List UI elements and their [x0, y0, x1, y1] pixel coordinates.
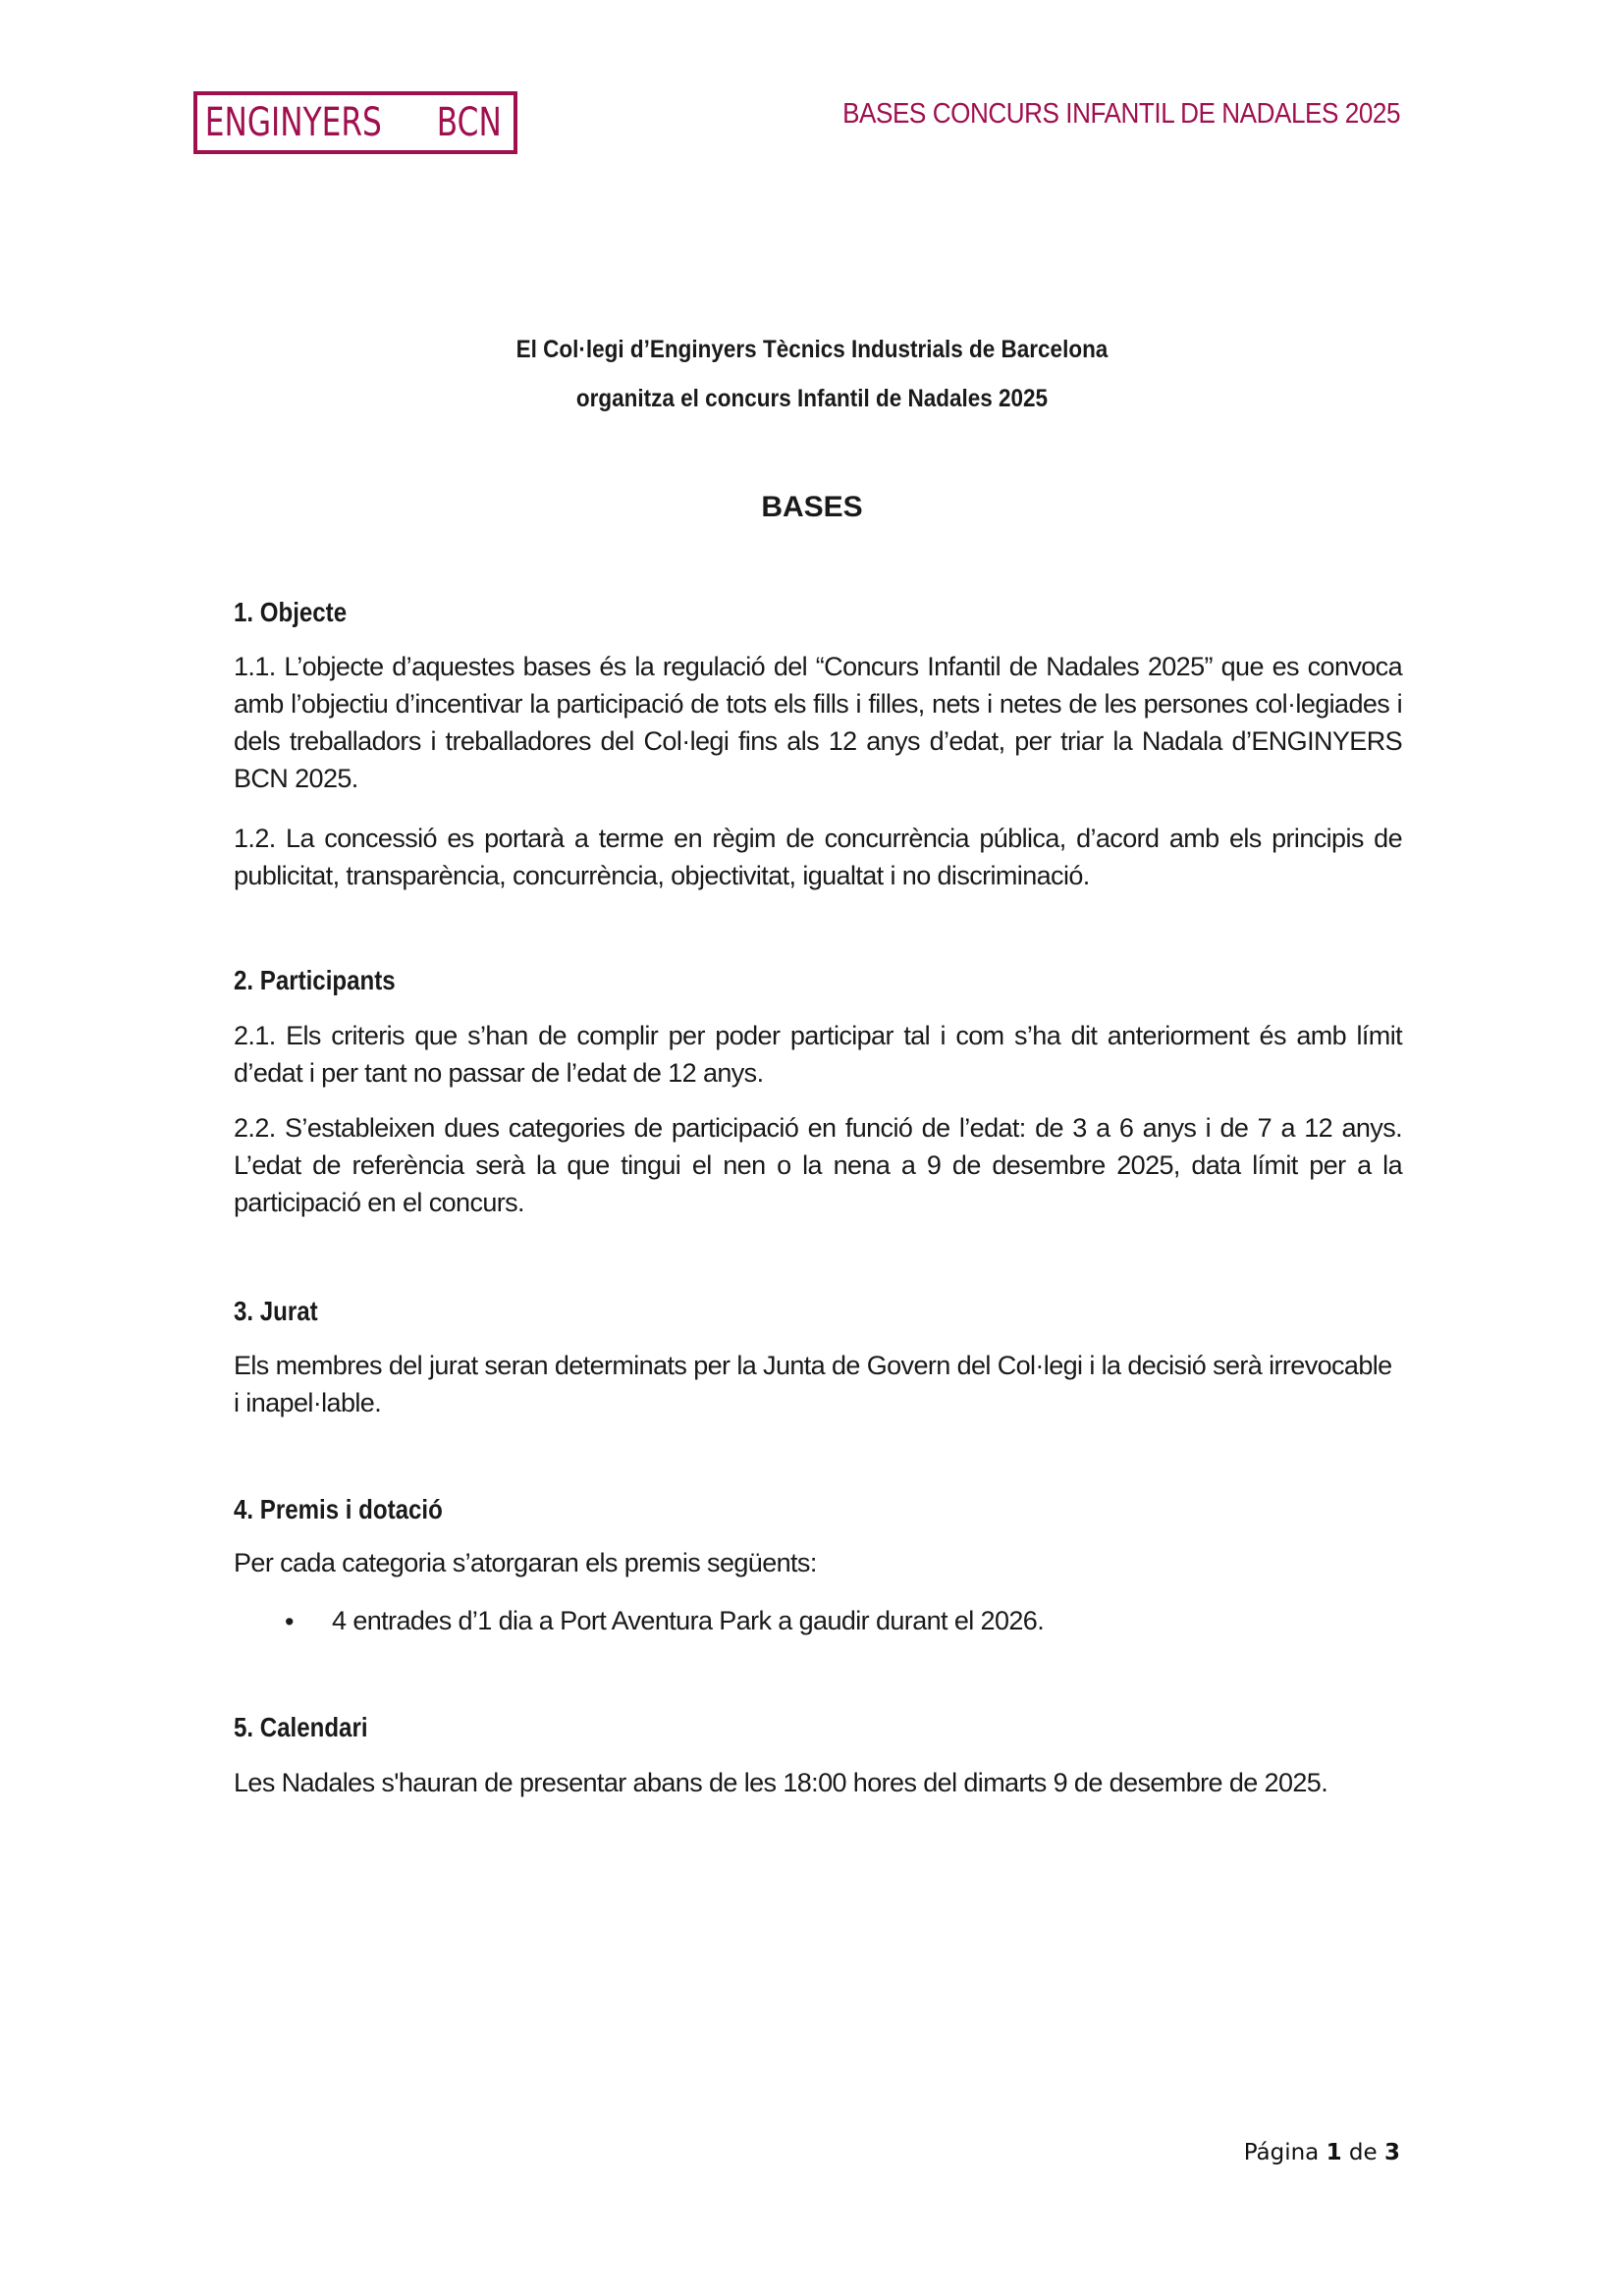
section-heading-objecte: 1. Objecte — [234, 597, 348, 627]
paragraph-2-2: 2.2. S’estableixen dues categories de participació en funció de l’edat: de 3 a 6 anys i de 7 a 12 anys. L’edat de referència serà la que tingui el nen o la nena a 9 de desembre 2025, data límit per a la participació en el concurs. — [234, 1113, 1402, 1217]
section-heading-calendari: 5. Calendari — [234, 1712, 368, 1742]
logo-text-enginyers: ENGINYERS — [204, 100, 382, 145]
header-document-title: BASES CONCURS INFANTIL DE NADALES 2025 — [842, 98, 1400, 130]
paragraph-1-2: 1.2. La concessió es portarà a terme en règim de concurrència pública, d’acord amb els principis de publicitat, transparència, concurrència, objectivitat, igualtat i no discriminació. — [234, 824, 1402, 890]
total-pages-number: 3 — [1383, 2140, 1400, 2165]
section-heading-participants: 2. Participants — [234, 965, 396, 995]
of-label: de — [1348, 2140, 1378, 2165]
bullet-icon: • — [285, 1607, 295, 1636]
paragraph-premis: Per cada categoria s’atorgaran els premis següents: — [234, 1548, 817, 1577]
intro-line-2: organitza el concurs Infantil de Nadales 2025 — [575, 385, 1049, 412]
paragraph-jurat: Els membres del jurat seran determinats per la Junta de Govern del Col·legi i la decisió serà irrevocable i inapel·lable. — [234, 1351, 1392, 1417]
section-heading-premis: 4. Premis i dotació — [234, 1494, 443, 1524]
page-label: Página — [1243, 2140, 1320, 2165]
enginyers-bcn-logo — [193, 91, 517, 154]
bullet-item-prize: 4 entrades d’1 dia a Port Aventura Park a gaudir durant el 2026. — [332, 1606, 1045, 1635]
page-number-footer — [1244, 2140, 1400, 2165]
current-page-number: 1 — [1326, 2140, 1342, 2165]
intro-line-1: El Col·legi d’Enginyers Tècnics Industrials de Barcelona — [515, 336, 1109, 363]
paragraph-1-1: 1.1. L’objecte d’aquestes bases és la regulació del “Concurs Infantil de Nadales 2025” que es convoca amb l’objectiu d’incentivar la participació de tots els fills i filles, nets i netes de les persones col·legiades i dels treballadors i treballadores del Col·legi fins als 12 anys d’edat, per triar la Nadala d’ENGINYERS BCN 2025. — [234, 652, 1402, 793]
logo-text-bcn: BCN — [436, 100, 502, 145]
paragraph-calendari: Les Nadales s'hauran de presentar abans de les 18:00 hores del dimarts 9 de desembre de 2025. — [234, 1768, 1328, 1797]
section-heading-jurat: 3. Jurat — [234, 1296, 318, 1326]
paragraph-2-1: 2.1. Els criteris que s’han de complir per poder participar tal i com s’ha dit anteriorment és amb límit d’edat i per tant no passar de l’edat de 12 anys. — [234, 1021, 1402, 1088]
bases-title: BASES — [761, 491, 863, 523]
